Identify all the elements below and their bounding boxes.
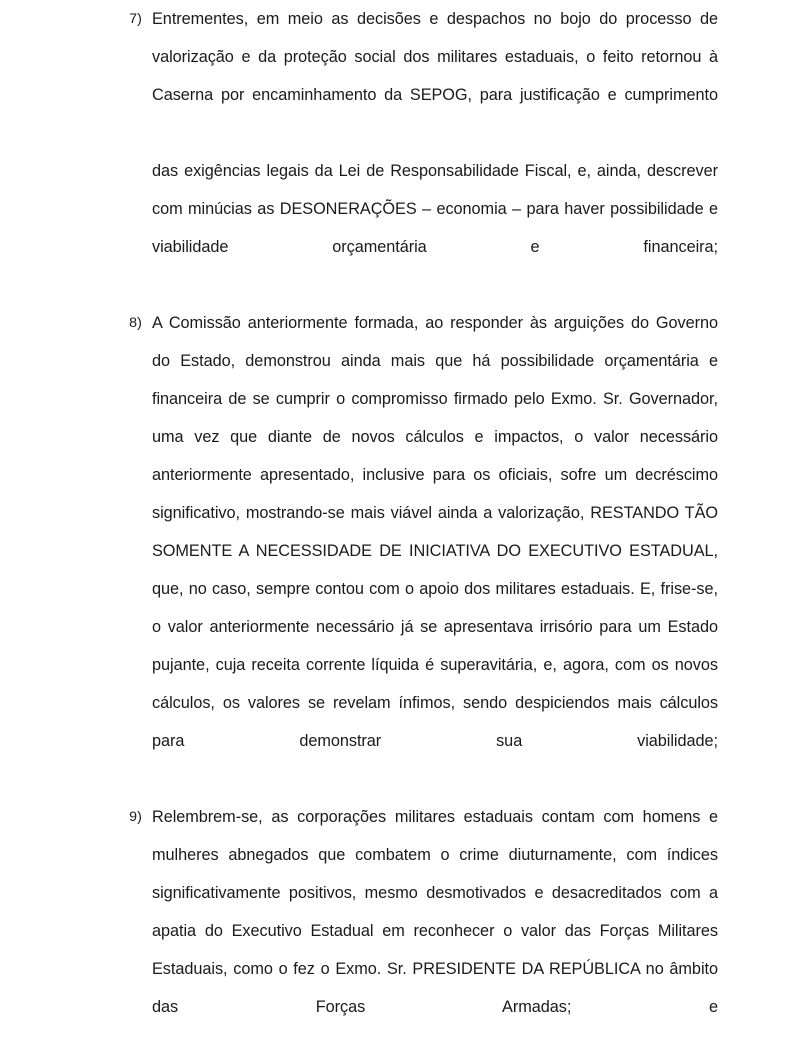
clause-7-paragraph-2: das exigências legais da Lei de Responsabilidade Fiscal, e, ainda, descrever com minúcias as DESONERAÇÕES – economia – para haver possibilidade e viabilidade orçamentária e financeira;: [152, 162, 718, 256]
clause-item-9: [0, 798, 800, 1064]
clause-8-paragraph-1: A Comissão anteriormente formada, ao responder às arguições do Governo do Estado, demonstrou ainda mais que há possibilidade orçamentária e financeira de se cumprir o compromisso firmado pelo Exmo. Sr. Governador, uma vez que diante de novos cálculos e impactos, o valor necessário anteriormente apresentado, inclusive para os oficiais, sofre um decréscimo significativo, mostrando-se mais viável ainda a valorização, RESTANDO TÃO SOMENTE A NECESSIDADE DE INICIATIVA DO EXECUTIVO ESTADUAL, que, no caso, sempre contou com o apoio dos militares estaduais. E, frise-se, o valor anteriormente necessário já se apresentava irrisório para um Estado pujante, cuja receita corrente líquida é superavitária, e, agora, com os novos cálculos, os valores se revelam ínfimos, sendo despiciendos mais cálculos para demonstrar sua viabilidade;: [152, 314, 718, 750]
clause-body-8: [152, 304, 718, 798]
clause-marker-7: 7): [129, 11, 142, 27]
clause-9-paragraph-1: Relembrem-se, as corporações militares estaduais contam com homens e mulheres abnegados que combatem o crime diuturnamente, com índices significativamente positivos, mesmo desmotivados e desacreditados com a apatia do Executivo Estadual em reconhecer o valor das Forças Militares Estaduais, como o fez o Exmo. Sr. PRESIDENTE DA REPÚBLICA no âmbito das Forças Armadas; e: [152, 808, 718, 1016]
clause-marker-8: 8): [129, 315, 142, 331]
clause-item-8: [0, 304, 800, 798]
clause-body-7: [152, 0, 718, 304]
clause-7-paragraph-1: Entrementes, em meio as decisões e despachos no bojo do processo de valorização e da proteção social dos militares estaduais, o feito retornou à Caserna por encaminhamento da SEPOG, para justificação e cumprimento: [152, 10, 718, 104]
clause-marker-9: 9): [129, 809, 142, 825]
clause-item-7: [0, 0, 800, 304]
clause-body-9: [152, 798, 718, 1064]
